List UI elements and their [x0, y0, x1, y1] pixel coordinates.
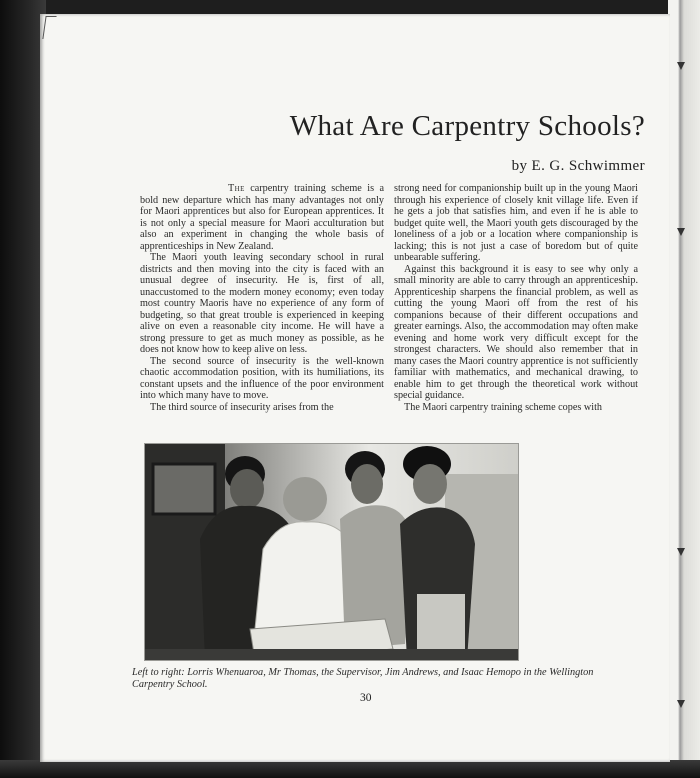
paragraph: The second source of insecurity is the well-known chaotic accommodation position, with its humiliations, its constant upsets and the influence of the poor environment into which many have to move.	[140, 355, 384, 401]
right-text-column	[394, 183, 638, 413]
paragraph	[140, 183, 384, 252]
left-text-column	[140, 183, 384, 413]
carpentry-school-photo	[145, 444, 518, 660]
paragraph-text: carpentry training scheme is a bold new departure which has many advantages not only for Maori apprentices but also for European apprentices. It is not only a special measure for Maori acculturation but also an experiment in changing the whole basis of apprenticeships in New Zealand.	[140, 183, 384, 252]
article-title: What Are Carpentry Schools?	[289, 110, 645, 142]
photo-illustration	[145, 444, 518, 660]
person-face	[351, 464, 383, 504]
scan-bottom-edge	[0, 760, 700, 778]
paragraph: The third source of insecurity arises from the	[150, 401, 334, 413]
paragraph: The Maori carpentry training scheme copes with	[404, 401, 603, 413]
paragraph-continued: strong need for companionship built up in the young Maori through his experience of closely knit village life. Even if he gets a job that satisfies him, and even if he is able to budget quite well, the Maori youth gets discouraged by the loneliness of a job or a location where companionship is lacking; this is not just a case of boredom but of quite unbearable suffering.	[394, 183, 638, 263]
person-face	[230, 469, 264, 509]
window-pane	[153, 464, 215, 514]
paragraph: The Maori youth leaving secondary school in rural districts and then moving into the city is faced with an unusual degree of insecurity. He is, first of all, unaccustomed to the modern money economy; even today most country Maoris have no experience of any form of budgeting, so that great trouble is experienced in keeping alive on even a reasonable city income. He will have a strong pressure to get as much money as possible, as he does not know how to keep alive on less.	[140, 252, 384, 355]
person-face	[413, 464, 447, 504]
page-number: 30	[360, 692, 372, 704]
lead-word: The	[228, 183, 245, 194]
margin-tick-mark	[677, 548, 685, 556]
article-byline: by E. G. Schwimmer	[511, 158, 645, 174]
margin-tick-mark	[677, 228, 685, 236]
photo-caption: Left to right: Lorris Whenuaroa, Mr Thomas, the Supervisor, Jim Andrews, and Isaac Hemopo in the Wellington Carpentry School.	[132, 667, 594, 690]
paragraph: Against this background it is easy to see why only a small minority are able to carry through an apprenticeship. Apprenticeship sharpens the financial problem, as well as cutting the young Maori off from the rest of his companions because of their different occupations and greater earnings. Also, the accommodation may often make evening and home work very difficult except for the strongest characters. We should also remember that in many cases the Maori country apprentice is not sufficiently familiar with mathematics, and mechanical drawing, to enable him to get through the theoretical work without special guidance.	[394, 263, 638, 401]
scan-right-edge	[668, 0, 700, 778]
margin-tick-mark	[677, 700, 685, 708]
person-face	[283, 477, 327, 521]
workbench	[145, 649, 518, 660]
margin-tick-mark	[677, 62, 685, 70]
